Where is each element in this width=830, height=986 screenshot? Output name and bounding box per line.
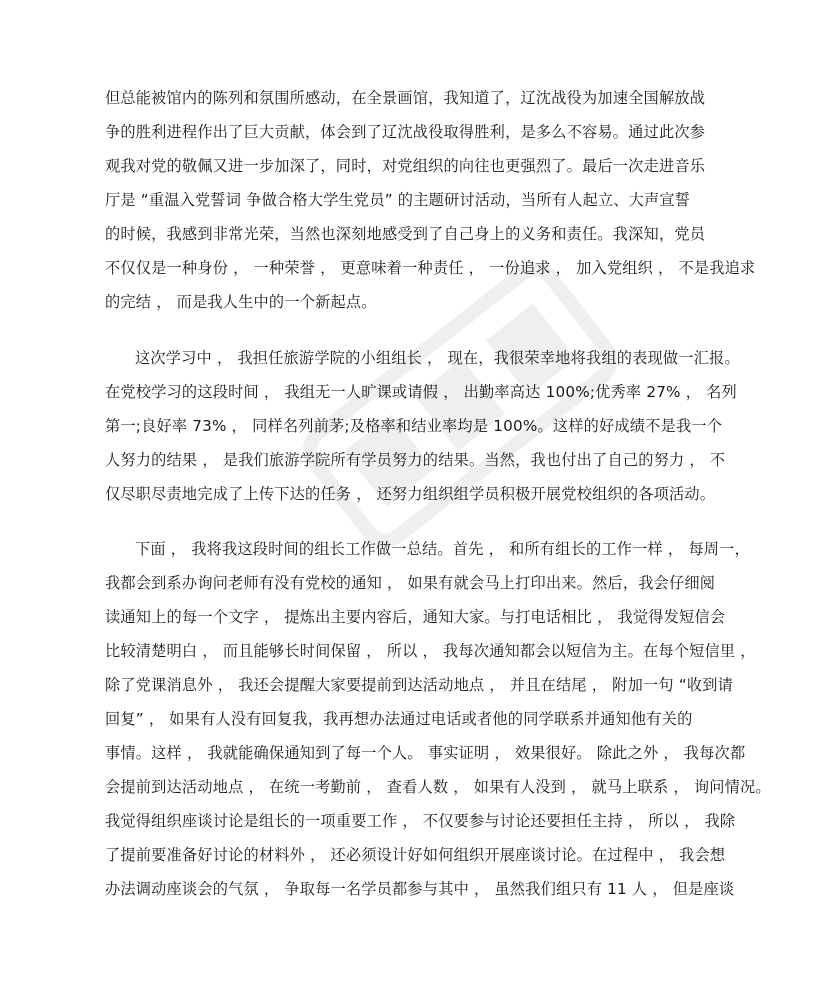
text-line: 了提前要准备好讨论的材料外 ， 还必须设计好如何组织开展座谈讨论。在过程中 ， 我会想: [105, 846, 726, 864]
text-line: 我觉得组织座谈讨论是组长的一项重要工作 ， 不仅要参与讨论还要担任主持 ， 所以 ， 我除: [105, 812, 736, 830]
text-line: 不仅仅是一种身份 ， 一种荣誉 ， 更意味着一种责任 ， 一份追求 ， 加入党组织 ， 不是我追求: [105, 259, 756, 277]
text-line: 的时候，我感到非常光荣，当然也深刻地感受到了自己身上的义务和责任。我深知，党员: [105, 225, 706, 243]
text-line: 回复” ， 如果有人没有回复我，我再想办法通过电话或者他的同学联系并通知他有关的: [105, 710, 693, 728]
paragraph-3: [105, 532, 771, 906]
paragraph-1: [105, 81, 756, 319]
text-line: 仅尽职尽责地完成了上传下达的任务 ， 还努力组织组学员积极开展党校组织的各项活动。: [105, 485, 716, 503]
text-line: 观我对党的敬佩又进一步加深了，同时，对党组织的向往也更强烈了。最后一次走进音乐: [105, 157, 706, 175]
text-line: 除了党课消息外 ， 我还会提醒大家要提前到达活动地点 ， 并且在结尾 ， 附加一句 “收到请: [105, 676, 733, 694]
text-line: 第一;良好率 73% ， 同样名列前茅;及格率和结业率均是 100%。这样的好成绩不是我一个: [105, 417, 723, 435]
text-line: 这次学习中 ， 我担任旅游学院的小组组长 ， 现在，我很荣幸地将我组的表现做一汇报。: [135, 349, 740, 367]
text-line: 比较清楚明白 ， 而且能够长时间保留 ， 所以 ， 我每次通知都会以短信为主。在每个短信里 ，: [105, 642, 756, 660]
text-line: 下面 ， 我将我这段时间的组长工作做一总结。首先 ， 和所有组长的工作一样 ， 每周一，: [135, 540, 750, 558]
paragraph-2: [105, 341, 740, 511]
text-line: 人努力的结果 ， 是我们旅游学院所有学员努力的结果。当然，我也付出了自己的努力 ， 不: [105, 451, 726, 469]
text-line: 的完结 ， 而是我人生中的一个新起点。: [105, 293, 377, 311]
text-line: 争的胜利进程作出了巨大贡献，体会到了辽沈战役取得胜利，是多么不容易。通过此次参: [105, 123, 706, 141]
text-line: 在党校学习的这段时间 ， 我组无一人旷课或请假 ， 出勤率高达 100%;优秀率 27% ， 名列: [105, 383, 737, 401]
text-line: 读通知上的每一个文字 ， 提炼出主要内容后，通知大家。与打电话相比 ， 我觉得发短信会: [105, 608, 726, 626]
text-line: 厅是 “重温入党誓词 争做合格大学生党员” 的主题研讨活动，当所有人起立、大声宣誓: [105, 191, 691, 209]
text-line: 但总能被馆内的陈列和氛围所感动，在全景画馆，我知道了，辽沈战役为加速全国解放战: [105, 89, 706, 107]
text-line: 会提前到达活动地点 ， 在统一考勤前 ， 查看人数 ， 如果有人没到 ， 就马上联系 ， 询问情况。: [105, 778, 771, 796]
text-line: 事情。这样 ， 我就能确保通知到了每一个人。 事实证明 ， 效果很好。 除此之外 ， 我每次都: [105, 744, 746, 762]
text-line: 我都会到系办询问老师有没有党校的通知 ， 如果有就会马上打印出来。然后，我会仔细阅: [105, 574, 716, 592]
text-line: 办法调动座谈会的气氛 ， 争取每一名学员都参与其中 ， 虽然我们组只有 11 人 ， 但是座谈: [105, 880, 735, 898]
